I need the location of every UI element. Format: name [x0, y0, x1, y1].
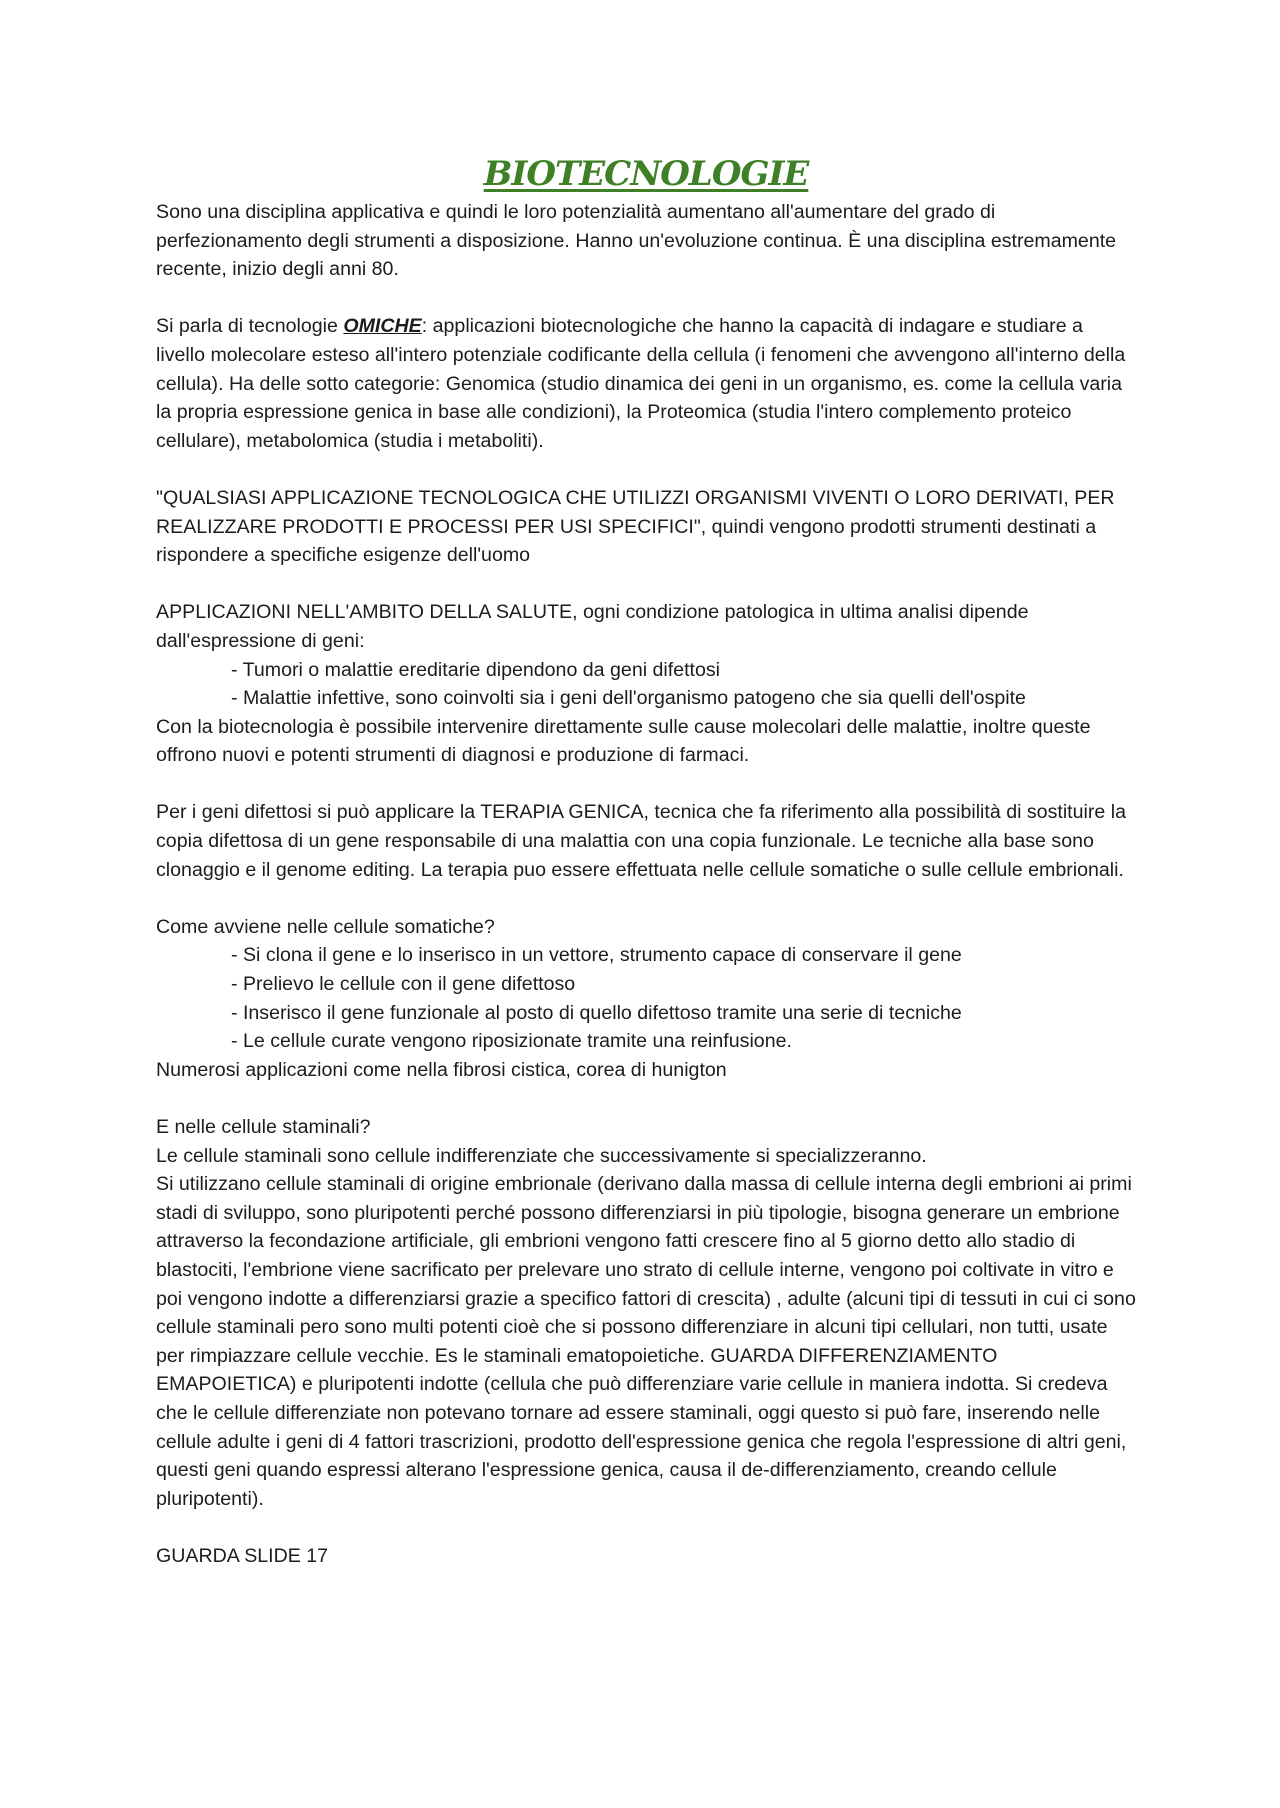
- omiche-after: : applicazioni biotecnologiche che hanno la capacità di indagare e studiare a livello molecolare esteso all'intero potenziale codificante della cellula (i fenomeni che avvengono all'interno della cellula). Ha delle sotto categorie: Genomica (studio dinamica dei geni in un organismo, es. come la cellula varia la propria espressione genica in base alle condizioni), la Proteomica (studia l'intero complemento proteico cellulare), metabolomica (studia i metaboliti).: [156, 315, 1126, 452]
- document-body: [156, 150, 1136, 1571]
- somatic-step: - Prelievo le cellule con il gene difettoso: [231, 973, 576, 996]
- footer-note: GUARDA SLIDE 17: [156, 1544, 329, 1567]
- omiche-paragraph: [156, 312, 1136, 455]
- gene-therapy-paragraph: Per i geni difettosi si può applicare la TERAPIA GENICA, tecnica che fa riferimento alla possibilità di sostituire la copia difettosa di un gene responsabile di una malattia con una copia funzionale. Le tecniche alla base sono clonaggio e il genome editing. La terapia puo essere effettuata nelle cellule somatiche o sulle cellule embrionali.: [156, 801, 1126, 881]
- omiche-before: Si parla di tecnologie: [156, 315, 344, 338]
- health-intro: APPLICAZIONI NELL'AMBITO DELLA SALUTE, ogni condizione patologica in ultima analisi dipende dall'espressione di geni:: [156, 601, 1029, 652]
- somatic-question: Come avviene nelle cellule somatiche?: [156, 915, 495, 938]
- stem-line: Le cellule staminali sono cellule indifferenziate che successivamente si specializzeranno.: [156, 1144, 927, 1167]
- omiche-term: OMICHE: [343, 315, 422, 338]
- somatic-step: - Le cellule curate vengono riposizionate tramite una reinfusione.: [231, 1030, 792, 1053]
- health-item: - Tumori o malattie ereditarie dipendono da geni difettosi: [231, 658, 721, 681]
- health-item: - Malattie infettive, sono coinvolti sia i geni dell'organismo patogeno che sia quelli dell'ospite: [231, 687, 1026, 710]
- somatic-outro: Numerosi applicazioni come nella fibrosi cistica, corea di hunigton: [156, 1058, 727, 1081]
- stem-question: E nelle cellule staminali?: [156, 1116, 371, 1138]
- intro-paragraph: Sono una disciplina applicativa e quindi le loro potenzialità aumentano all'aumentare del grado di perfezionamento degli strumenti a disposizione. Hanno un'evoluzione continua. È una disciplina estremamente recente, inizio degli anni 80.: [156, 201, 1117, 281]
- stem-body: Si utilizzano cellule staminali di origine embrionale (derivano dalla massa di cellule interna degli embrioni ai primi stadi di sviluppo, sono pluripotenti perché possono differenziarsi in più tipologie, bisogna generare un embrione attraverso la fecondazione artificiale, gli embrioni vengono fatti crescere fino al 5 giorno detto allo stadio di blastociti, l'embrione viene sacrificato per prelevare uno strato di cellule interne, vengono poi coltivate in vitro e poi vengono indotte a differenziarsi grazie a specifico fattori di crescita) , adulte (alcuni tipi di tessuti in cui ci sono cellule staminali pero sono multi potenti cioè che si possono differenziare in alcuni tipi cellulari, non tutti, usate per rimpiazzare cellule vecchie. Es le staminali ematopoietiche. GUARDA DIFFERENZIAMENTO EMAPOIETICA) e pluripotenti indotte (cellula che può differenziare varie cellule in maniera indotta. Si credeva che le cellule differenziate non potevano tornare ad essere staminali, oggi questo si può fare, inserendo nelle cellule adulte i geni di 4 fattori trascrizioni, prodotto dell'espressione genica che regola l'espressione di altri geni, questi geni quando espressi alterano l'espressione genica, causa il de-differenziamento, creando cellule pluripotenti).: [156, 1173, 1136, 1510]
- health-outro: Con la biotecnologia è possibile intervenire direttamente sulle cause molecolari delle malattie, inoltre queste offrono nuovi e potenti strumenti di diagnosi e produzione di farmaci.: [156, 715, 1091, 767]
- page-title: BIOTECNOLOGIE: [483, 154, 809, 194]
- somatic-step: - Si clona il gene e lo inserisco in un vettore, strumento capace di conservare il gene: [231, 944, 962, 967]
- somatic-step: - Inserisco il gene funzionale al posto di quello difettoso tramite una serie di tecniche: [231, 1001, 962, 1024]
- definition-paragraph: "QUALSIASI APPLICAZIONE TECNOLOGICA CHE UTILIZZI ORGANISMI VIVENTI O LORO DERIVATI, PER REALIZZARE PRODOTTI E PROCESSI PER USI SPECIFICI", quindi vengono prodotti strumenti destinati a rispondere a specifiche esigenze dell'uomo: [156, 486, 1115, 567]
